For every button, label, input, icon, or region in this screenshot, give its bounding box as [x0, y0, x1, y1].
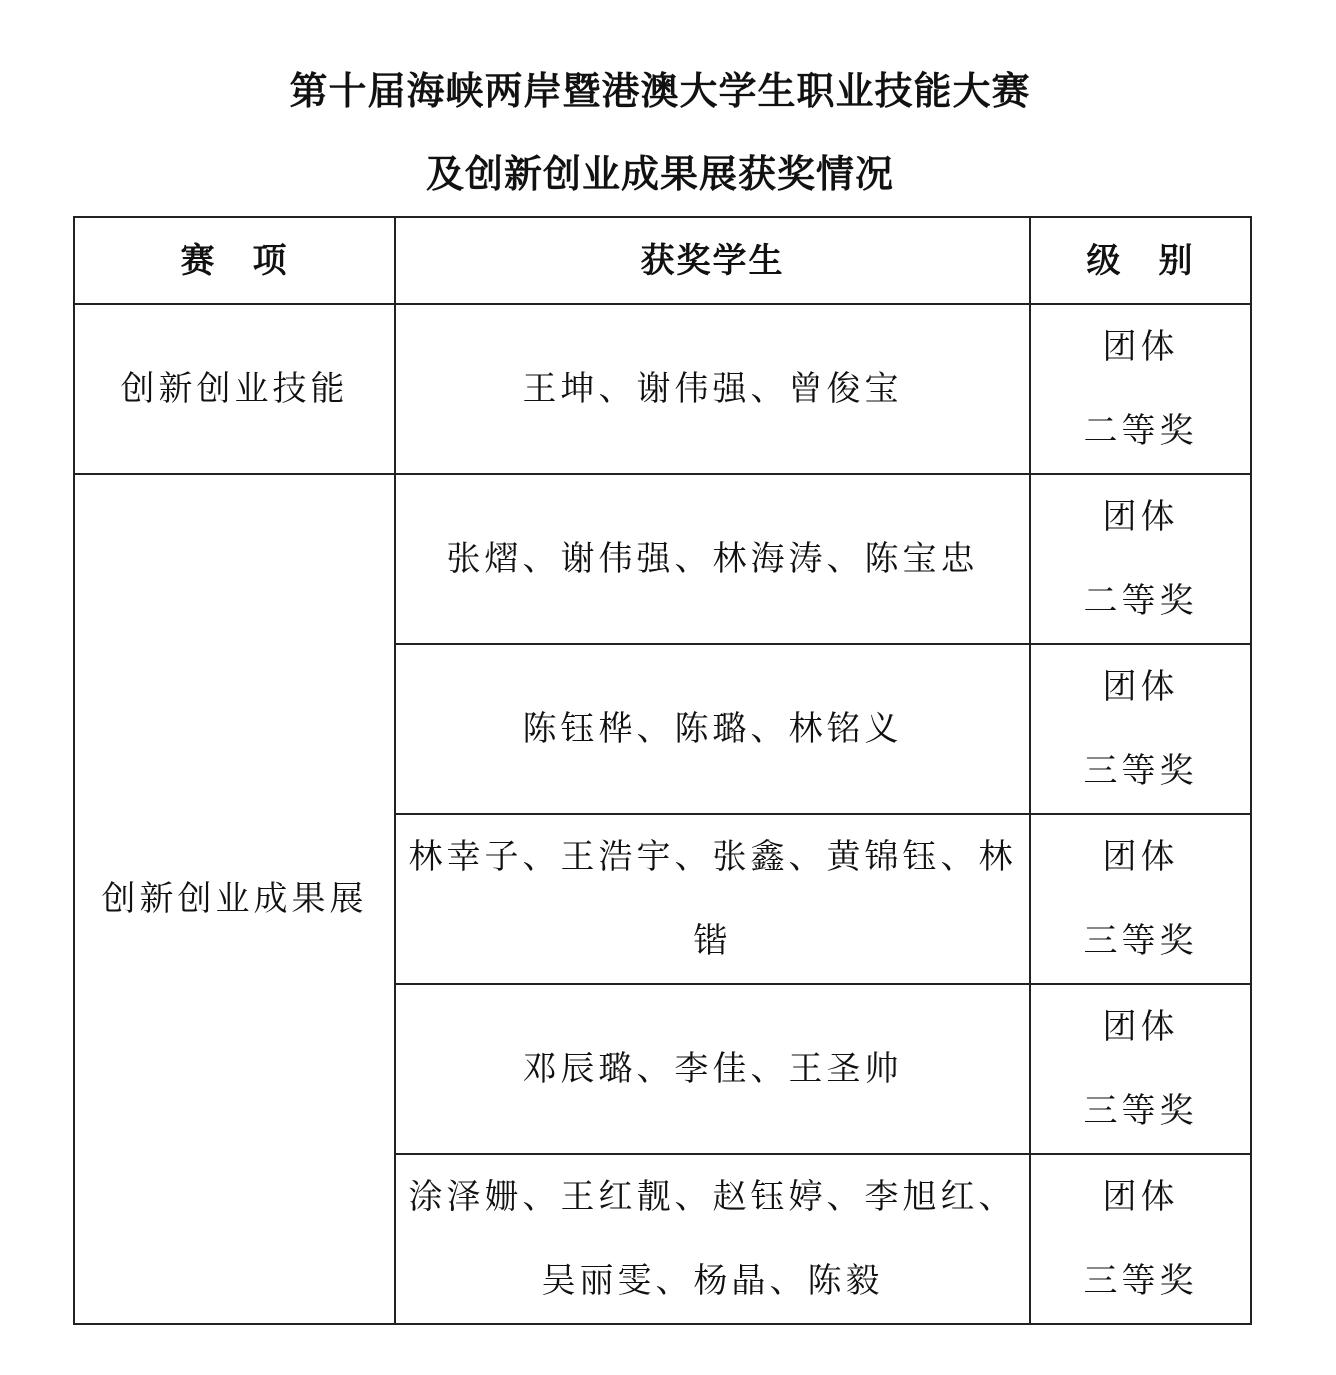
level-cell [1030, 304, 1251, 474]
level-award: 二等奖 [1083, 411, 1198, 451]
document-title-line2: 及创新创业成果展获奖情况 [425, 152, 894, 196]
level-cell [1030, 814, 1251, 984]
level-award: 三等奖 [1083, 1091, 1198, 1131]
students-cell: 王坤、谢伟强、曾俊宝 [395, 304, 1030, 474]
students-cell: 涂泽姗、王红靓、赵钰婷、李旭红、吴丽雯、杨晶、陈毅 [395, 1154, 1030, 1324]
level-award: 三等奖 [1083, 1261, 1198, 1301]
header-event: 赛 项 [74, 217, 395, 304]
table-row [74, 474, 1251, 644]
level-type: 团体 [1102, 667, 1179, 707]
level-type: 团体 [1102, 327, 1179, 367]
event-cell: 创新创业技能 [74, 304, 395, 474]
table-row [74, 304, 1251, 474]
students-cell: 林幸子、王浩宇、张鑫、黄锦钰、林锴 [395, 814, 1030, 984]
level-cell [1030, 984, 1251, 1154]
students-cell: 陈钰桦、陈璐、林铭义 [395, 644, 1030, 814]
students-cell: 张熠、谢伟强、林海涛、陈宝忠 [395, 474, 1030, 644]
header-level: 级 别 [1030, 217, 1251, 304]
level-type: 团体 [1102, 497, 1179, 537]
level-cell [1030, 1154, 1251, 1324]
event-cell: 创新创业成果展 [74, 474, 395, 1324]
level-type: 团体 [1102, 1177, 1179, 1217]
level-type: 团体 [1102, 1007, 1179, 1047]
header-students: 获奖学生 [395, 217, 1030, 304]
students-cell: 邓辰璐、李佳、王圣帅 [395, 984, 1030, 1154]
level-award: 三等奖 [1083, 751, 1198, 791]
awards-table [73, 216, 1252, 1325]
level-award: 二等奖 [1083, 581, 1198, 621]
table-header-row [74, 217, 1251, 304]
document-title-line1: 第十届海峡两岸暨港澳大学生职业技能大赛 [289, 69, 1031, 113]
level-type: 团体 [1102, 837, 1179, 877]
level-cell [1030, 474, 1251, 644]
level-cell [1030, 644, 1251, 814]
level-award: 三等奖 [1083, 921, 1198, 961]
